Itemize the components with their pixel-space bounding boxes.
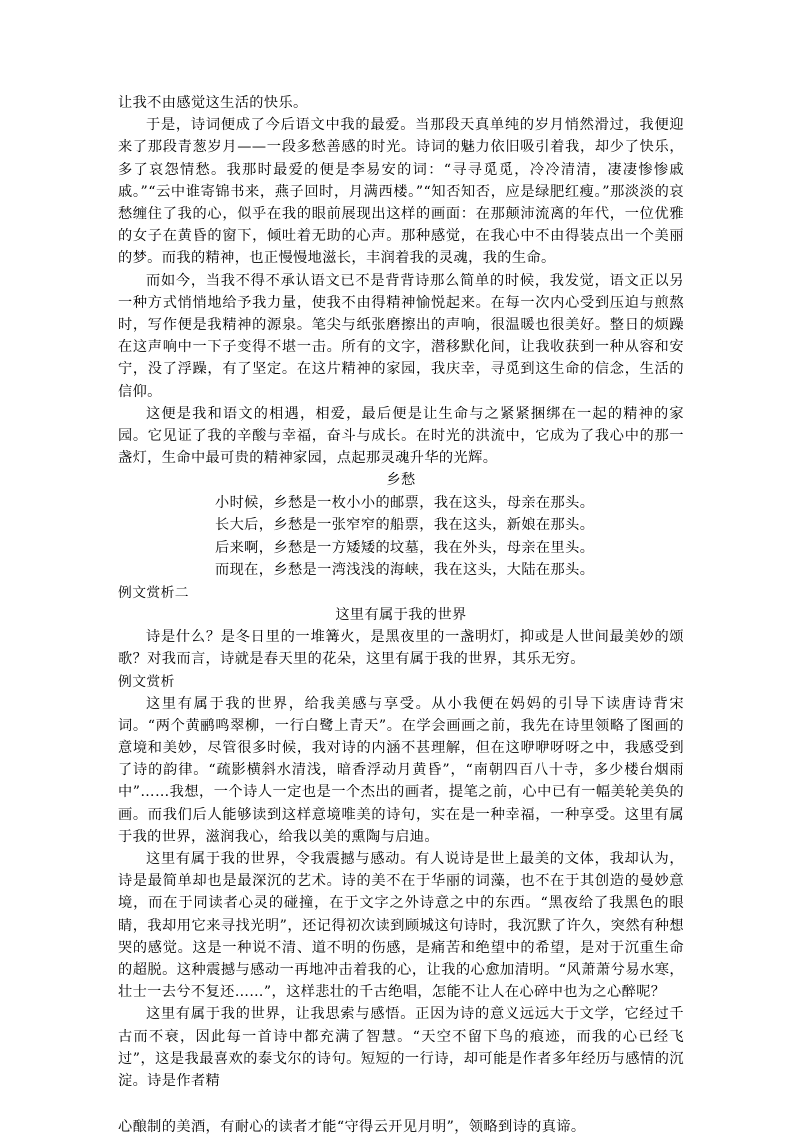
- paragraph: 这便是我和语文的相遇，相爱，最后便是让生命与之紧紧捆绑在一起的精神的家园。它见证了我的辛酸与幸福，奋斗与成长。在时光的洪流中，它成为了我心中的那一盏灯，生命中最可贵的精神家园，点起那灵魂升华的光辉。: [118, 405, 684, 467]
- poem-title: 乡愁: [386, 472, 416, 489]
- paragraph: 这里有属于我的世界，令我震撼与感动。有人说诗是世上最美的文体，我却认为，诗是最简单却也是最深沉的艺术。诗的美不在于华丽的词藻，也不在于其创造的曼妙意境，而在于同读者心灵的碰撞，在于文字之外诗意之中的东西。“黑夜给了我黑色的眼睛，我却用它来寻找光明”，还记得初次读到顾城这句诗时，我沉默了许久，突然有种想哭的感觉。这是一种说不清、道不明的伤感，是痛苦和绝望中的希望，是对于沉重生命的超脱。这种震撼与感动一再地冲击着我的心，让我的心愈加清明。“风萧萧兮易水寒，壮士一去兮不复还……”，这样悲壮的千古绝唱，怎能不让人在心碎中也为之心醉呢？: [118, 851, 684, 1001]
- paragraph: 而如今，当我不得不承认语文已不是背背诗那么简单的时候，我发觉，语文正以另一种方式悄悄地给予我力量，使我不由得精神愉悦起来。在每一次内心受到压迫与煎熬时，写作便是我精神的源泉。笔尖与纸张磨擦出的声响，很温暖也很美好。整日的烦躁在这声响中一下子变得不堪一击。所有的文字，潜移默化间，让我收获到一种从容和安宁，没了浮躁，有了坚定。在这片精神的家园，我庆幸，寻觅到这生命的信念，生活的信仰。: [118, 272, 684, 400]
- essay-title: 这里有属于我的世界: [335, 607, 467, 624]
- document-page: [118, 92, 684, 1139]
- section-label: 例文赏析二: [118, 585, 189, 602]
- poem-line: 而现在，乡愁是一湾浅浅的海峡，我在这头，大陆在那头。: [215, 562, 595, 579]
- poem-line: 长大后，乡愁是一张窄窄的船票，我在这头，新娘在那头。: [215, 517, 595, 534]
- lead-line: 让我不由感觉这生活的快乐。: [118, 95, 308, 111]
- analysis-label: 例文赏析: [118, 673, 175, 690]
- page-gap: [118, 1092, 684, 1116]
- intro-paragraph: 诗是什么？是冬日里的一堆篝火，是黑夜里的一盏明灯，抑或是人世间最美妙的颂歌？对我而言，诗就是春天里的花朵，这里有属于我的世界，其乐无穷。: [118, 629, 684, 668]
- poem-line: 小时候，乡愁是一枚小小的邮票，我在这头，母亲在那头。: [215, 494, 595, 511]
- paragraph: 这里有属于我的世界，给我美感与享受。从小我便在妈妈的引导下读唐诗背宋词。“两个黄鹂鸣翠柳，一行白鹭上青天”。在学会画画之前，我先在诗里领略了图画的意境和美妙，尽管很多时候，我对诗的内涵不甚理解，但在这咿咿呀呀之中，我感受到了诗的韵律。“疏影横斜水清浅，暗香浮动月黄昏”，“南朝四百八十寺，多少楼台烟雨中”……我想，一个诗人一定也是一个杰出的画者，提笔之前，心中已有一幅美轮美奂的画。而我们后人能够读到这样意境唯美的诗句，实在是一种幸福，一种享受。这里有属于我的世界，滋润我心，给我以美的熏陶与启迪。: [118, 695, 684, 845]
- poem-line: 后来啊，乡愁是一方矮矮的坟墓，我在外头，母亲在里头。: [215, 539, 595, 556]
- paragraph-continuation: 心酿制的美酒，有耐心的读者才能“守得云开见月明”，领略到诗的真谛。: [118, 1119, 586, 1136]
- paragraph: 于是，诗词便成了今后语文中我的最爱。当那段天真单纯的岁月悄然滑过，我便迎来了那段青葱岁月——一段多愁善感的时光。诗词的魅力依旧吸引着我，却少了快乐，多了哀怨情愁。我那时最爱的便是李易安的词：“寻寻觅觅，冷冷清清，凄凄惨惨戚戚。”“云中谁寄锦书来，燕子回时，月满西楼。”“知否知否，应是绿肥红瘦。”那淡淡的哀愁缠住了我的心，似乎在我的眼前展现出这样的画面：在那颠沛流离的年代，一位优雅的女子在黄昏的窗下，倾吐着无助的心声。那种感觉，在我心中不由得装点出一个美丽的梦。而我的精神，也正慢慢地滋长，丰润着我的灵魂，我的生命。: [118, 117, 684, 267]
- poem-body: [118, 492, 684, 582]
- paragraph: 这里有属于我的世界，让我思索与感悟。正因为诗的意义远远大于文学，它经过千古而不衰，因此每一首诗中都充满了智慧。“天空不留下鸟的痕迹，而我的心已经飞过”，这是我最喜欢的泰戈尔的诗句。短短的一行诗，却可能是作者多年经历与感情的沉淀。诗是作者精: [118, 1006, 684, 1090]
